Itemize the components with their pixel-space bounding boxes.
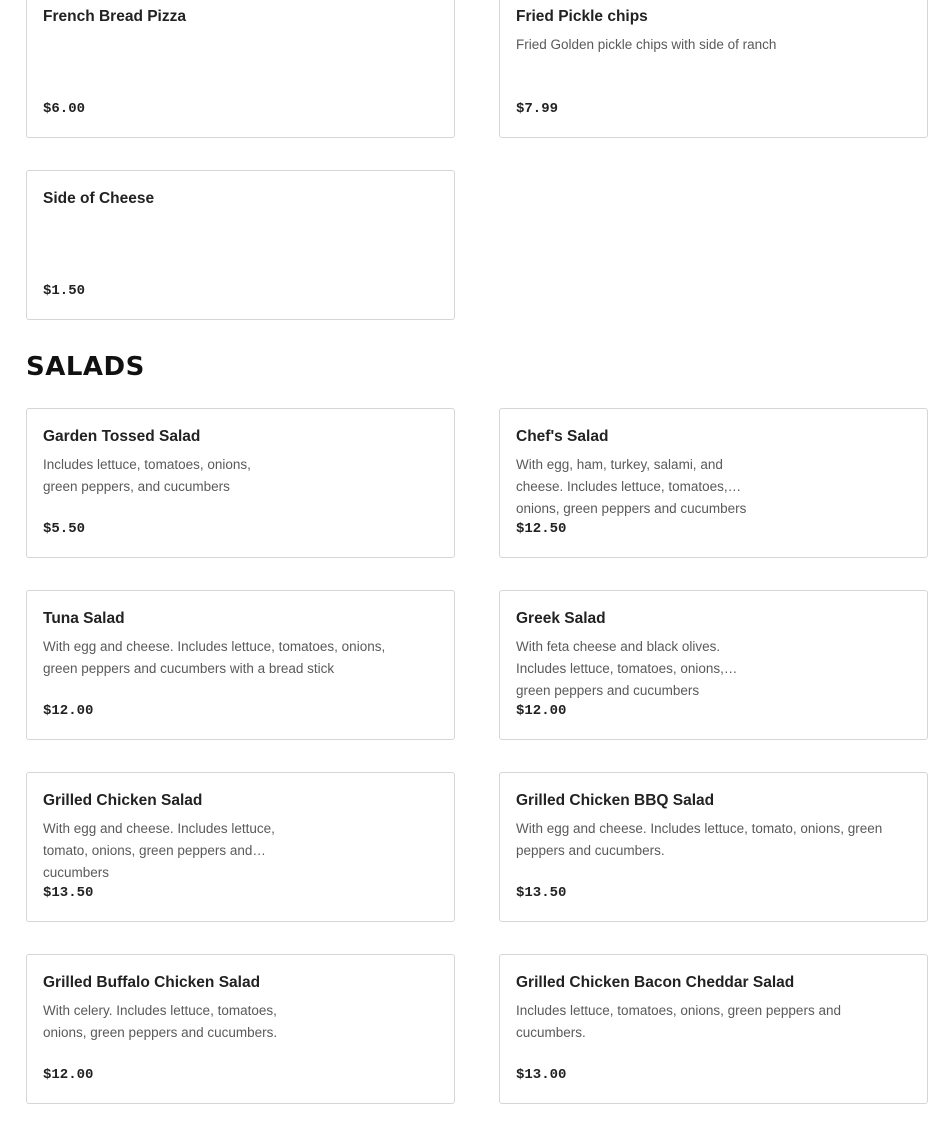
menu-item-description: Includes lettuce, tomatoes, onions, green peppers and cucumbers. bbox=[516, 1003, 841, 1040]
menu-item-description: With egg and cheese. Includes lettuce, tomato, onions, green peppers and cucumbers bbox=[43, 821, 275, 880]
menu-item-description: With feta cheese and black olives. Includes lettuce, tomatoes, onions, green peppers and cucumbers bbox=[516, 639, 724, 698]
menu-item-card[interactable] bbox=[499, 954, 928, 1104]
menu-item-name: Tuna Salad bbox=[43, 610, 125, 627]
menu-item-card[interactable] bbox=[26, 772, 455, 922]
menu-item-name: Grilled Chicken Salad bbox=[43, 792, 203, 809]
menu-item-price: $12.50 bbox=[516, 521, 567, 537]
menu-item-card[interactable] bbox=[499, 408, 928, 558]
menu-item-price: $13.00 bbox=[516, 1067, 567, 1083]
menu-item-name: Grilled Chicken BBQ Salad bbox=[516, 792, 715, 809]
menu-item-card[interactable] bbox=[26, 408, 455, 558]
menu-item-price: $12.00 bbox=[43, 703, 94, 719]
menu-item-name: Garden Tossed Salad bbox=[43, 428, 201, 445]
menu-item-price: $13.50 bbox=[43, 885, 94, 901]
menu-item-card[interactable] bbox=[499, 590, 928, 740]
menu-item-description: With celery. Includes lettuce, tomatoes, onions, green peppers and cucumbers. bbox=[43, 1003, 278, 1040]
menu-item-name: Fried Pickle chips bbox=[516, 8, 648, 25]
section-title-salads: SALADS bbox=[26, 352, 145, 382]
menu-item-card[interactable] bbox=[499, 0, 928, 138]
menu-item-price: $6.00 bbox=[43, 101, 86, 117]
menu-item-price: $12.00 bbox=[43, 1067, 94, 1083]
menu-item-price: $1.50 bbox=[43, 283, 86, 299]
menu-item-price: $13.50 bbox=[516, 885, 567, 901]
menu-item-card[interactable] bbox=[26, 170, 455, 320]
menu-item-name: Greek Salad bbox=[516, 610, 606, 627]
menu-item-price: $7.99 bbox=[516, 101, 559, 117]
menu-item-name: French Bread Pizza bbox=[43, 8, 186, 25]
menu-item-description: Includes lettuce, tomatoes, onions, green peppers, and cucumbers bbox=[43, 457, 251, 494]
menu-item-card[interactable] bbox=[499, 772, 928, 922]
menu-item-name: Grilled Chicken Bacon Cheddar Salad bbox=[516, 974, 795, 991]
menu-item-price: $12.00 bbox=[516, 703, 567, 719]
menu-item-description: Fried Golden pickle chips with side of ranch bbox=[516, 37, 777, 52]
menu-item-description: With egg, ham, turkey, salami, and cheese. Includes lettuce, tomatoes, onions, green peppers and cucumbers bbox=[516, 457, 747, 516]
menu-item-description: With egg and cheese. Includes lettuce, tomato, onions, green peppers and cucumbers. bbox=[516, 821, 883, 858]
menu-item-name: Grilled Buffalo Chicken Salad bbox=[43, 974, 261, 991]
menu-item-name: Chef's Salad bbox=[516, 428, 609, 445]
menu-item-card[interactable] bbox=[26, 0, 455, 138]
menu-item-card[interactable] bbox=[26, 590, 455, 740]
menu-item-price: $5.50 bbox=[43, 521, 86, 537]
menu-item-description: With egg and cheese. Includes lettuce, tomatoes, onions, green peppers and cucumbers with a bread stick bbox=[43, 639, 386, 676]
menu-item-name: Side of Cheese bbox=[43, 190, 155, 207]
menu-item-card[interactable] bbox=[26, 954, 455, 1104]
